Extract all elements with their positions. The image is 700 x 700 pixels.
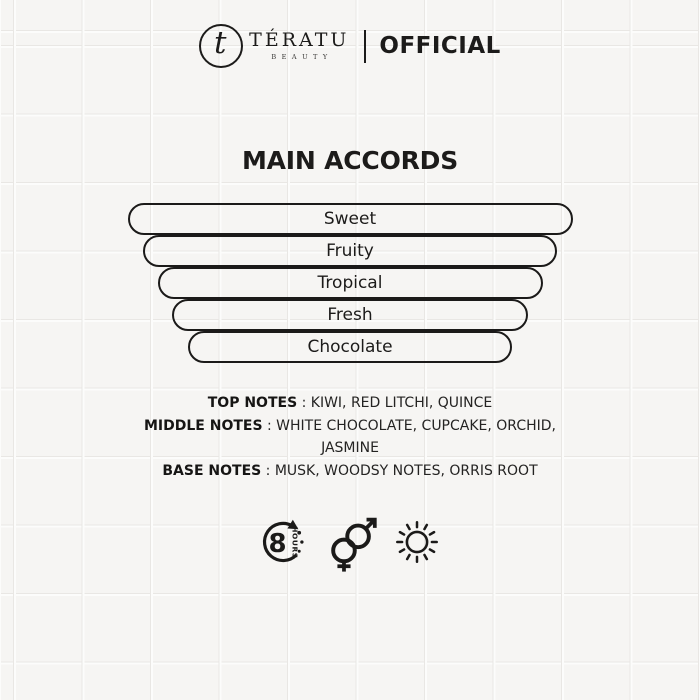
- top-notes-value: : KIWI, RED LITCHI, QUINCE: [297, 395, 493, 411]
- accord-label: Chocolate: [307, 337, 393, 357]
- base-notes-value: : MUSK, WOODSY NOTES, ORRIS ROOT: [261, 462, 538, 479]
- official-label: OFFICIAL: [379, 33, 501, 59]
- middle-notes-value: : WHITE CHOCOLATE, CUPCAKE, ORCHID, JASMINE: [262, 417, 556, 456]
- accord-pill-fresh: [172, 299, 528, 331]
- duration-unit: HOURS: [289, 526, 299, 559]
- brand-wordmark: [249, 31, 349, 61]
- accord-pill-fruity: [143, 235, 557, 267]
- fragrance-notes: [115, 392, 585, 482]
- base-notes-label: BASE NOTES: [162, 462, 262, 479]
- brand-monogram-t: t: [213, 24, 227, 61]
- base-notes-line: [115, 460, 585, 483]
- duration-number: 8: [268, 528, 287, 559]
- brand-header: [199, 23, 501, 69]
- top-notes-label: TOP NOTES: [207, 395, 298, 411]
- brand-logo-circle: [199, 24, 243, 68]
- accord-label: Sweet: [323, 209, 377, 229]
- unisex-male-female-icon: [324, 511, 379, 573]
- sun-icon: [392, 516, 442, 568]
- accord-pill-chocolate: [188, 331, 512, 363]
- middle-notes-line: [115, 415, 585, 460]
- accord-label: Fresh: [327, 305, 373, 325]
- accord-pill-tropical: [158, 267, 543, 299]
- page-title: MAIN ACCORDS: [241, 146, 459, 175]
- brand-subtitle: BEAUTY: [271, 53, 333, 61]
- accord-label: Fruity: [326, 241, 374, 261]
- feature-icons-row: [259, 511, 442, 573]
- clock-arrow-8-hours-icon: [259, 515, 311, 569]
- main-accords-funnel: [128, 203, 573, 363]
- top-notes-line: [115, 392, 585, 415]
- accord-label: Tropical: [317, 273, 383, 293]
- header-divider: [364, 30, 366, 63]
- middle-notes-label: MIDDLE NOTES: [143, 417, 263, 434]
- accord-pill-sweet: [128, 203, 573, 235]
- brand-name: TÉRATU: [249, 29, 350, 51]
